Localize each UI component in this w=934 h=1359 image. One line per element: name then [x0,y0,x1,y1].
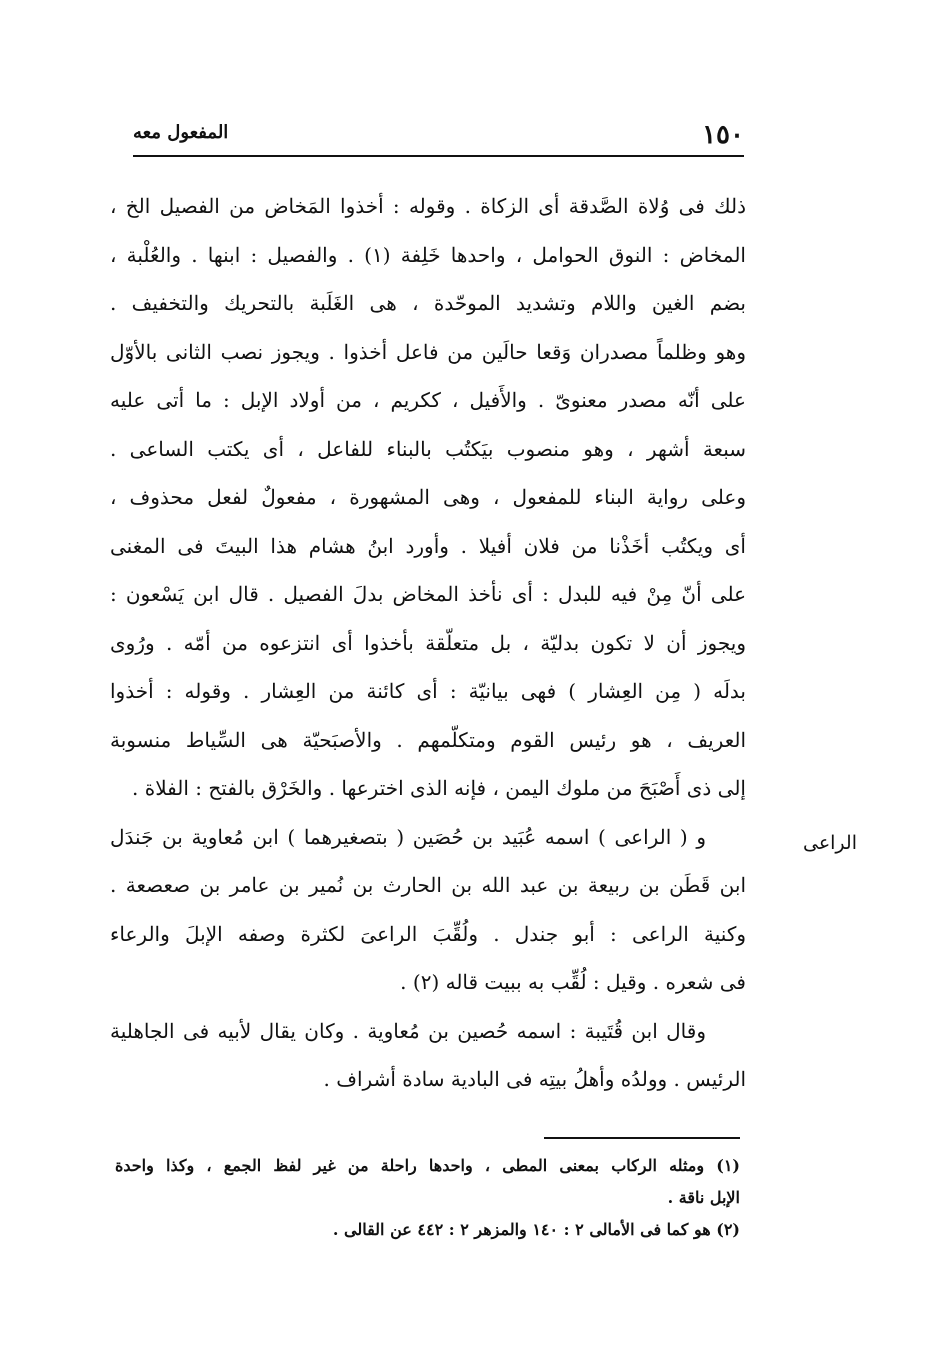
text-line: إلى ذى أَصْبَحَ من ملوك اليمن ، فإنه الذى اخترعها . والخَرْق بالفتح : الفلاة . [132,776,746,800]
text-line: العريف ، هو رئيس القوم ومتكلّمهم . والأصبَحيّة هى السِّياط منسوبة [110,727,746,752]
footnote-divider [544,1137,740,1139]
text-line: على أنّه مصدر معنوىّ . والأَفيل ، ككريم ، من أولاد الإبل : ما أتى عليه [110,388,746,412]
text-line: ابن قَطَن بن ربيعة بن عبد الله بن الحارث بن نُمير بن عامر بن صعصعة . [110,873,746,897]
header-divider [133,155,744,157]
footnote-2: (٢) هو كما فى الأمالى ٢ : ١٤٠ والمزهر ٢ : ٤٤٢ عن القالى . [332,1220,740,1239]
text-line: ويجوز أن لا تكون بدليّة ، بل متعلّقة بأخذوا أى انتزعوه من أمّه . ورُوى [110,630,746,655]
margin-note: الراعى [802,832,857,854]
text-line: على أنّ مِنْ فيه للبدل : أى نأخذ المخاض بدلَ الفصيل . قال ابن يَسْعون : [110,582,746,606]
page-header [133,118,744,152]
text-line: أى ويكتُب أخَذْنا من فلان أفيلا . وأورد ابنُ هشام هذا البيتَ فى المغنى [110,533,746,558]
text-line: ذلك فى وُلاة الصَّدقة أى الزكاة . وقوله : أخذوا المَخاض من الفصيل الخ ، [110,194,746,218]
text-line: سبعة أشهر ، وهو منصوب بيَكتُب بالبناء للفاعل ، أى يكتب الساعى . [110,436,746,461]
text-line: وهو وظلماً مصدران وَقعا حالَين من فاعل أخذوا . ويجوز نصب الثانى بالأوّل [110,339,746,364]
text-line: و ( الراعى ) اسمه عُبَيد بن حُصَين ( بتصغيرهما ) ابن مُعاوية بن جَندَل [110,824,706,849]
page-number: ١٥٠ [702,120,744,150]
text-line: بدلَه ( مِن العِشار ) فهى بيانيّة : أى كائنة من العِشار . وقوله : أخذوا [110,679,746,703]
text-line: الرئيس . وولدُه وأهلُ بيتِه فى البادية سادة أشراف . [323,1067,746,1091]
footnote-1-line: (١) ومثله الركاب بمعنى المطى ، واحدها راحلة من غير لفظ الجمع ، وكذا واحدة [115,1156,740,1175]
text-line: وعلى رواية البناء للمفعول ، وهى المشهورة ، مفعولٌ لفعل محذوف ، [110,485,746,509]
main-text [110,182,746,1104]
text-line: وكنية الراعى : أبو جندل . ولُقِّبَ الراعىَ لكثرة وصفه الإبلَ والرعاء [110,921,746,946]
running-title: المفعول معه [133,122,229,143]
footnote-1-line: الإبل ناقة . [667,1188,740,1207]
footnotes [115,1150,740,1246]
text-line: بضم الغين واللام وتشديد الموحّدة ، هى الغَلَبة بالتحريك والتخفيف . [110,291,746,315]
text-line: فى شعره . وقيل : لُقِّب به ببيت قاله (٢) . [400,970,746,994]
text-line: المخاض : النوق الحوامل ، واحدها خَلِفة (١) . والفصيل : ابنها . والعُلْبة ، [110,242,746,267]
text-line: وقال ابن قُتَيبة : اسمه حُصين بن مُعاوية . وكان يقال لأبيه فى الجاهلية [110,1018,706,1043]
